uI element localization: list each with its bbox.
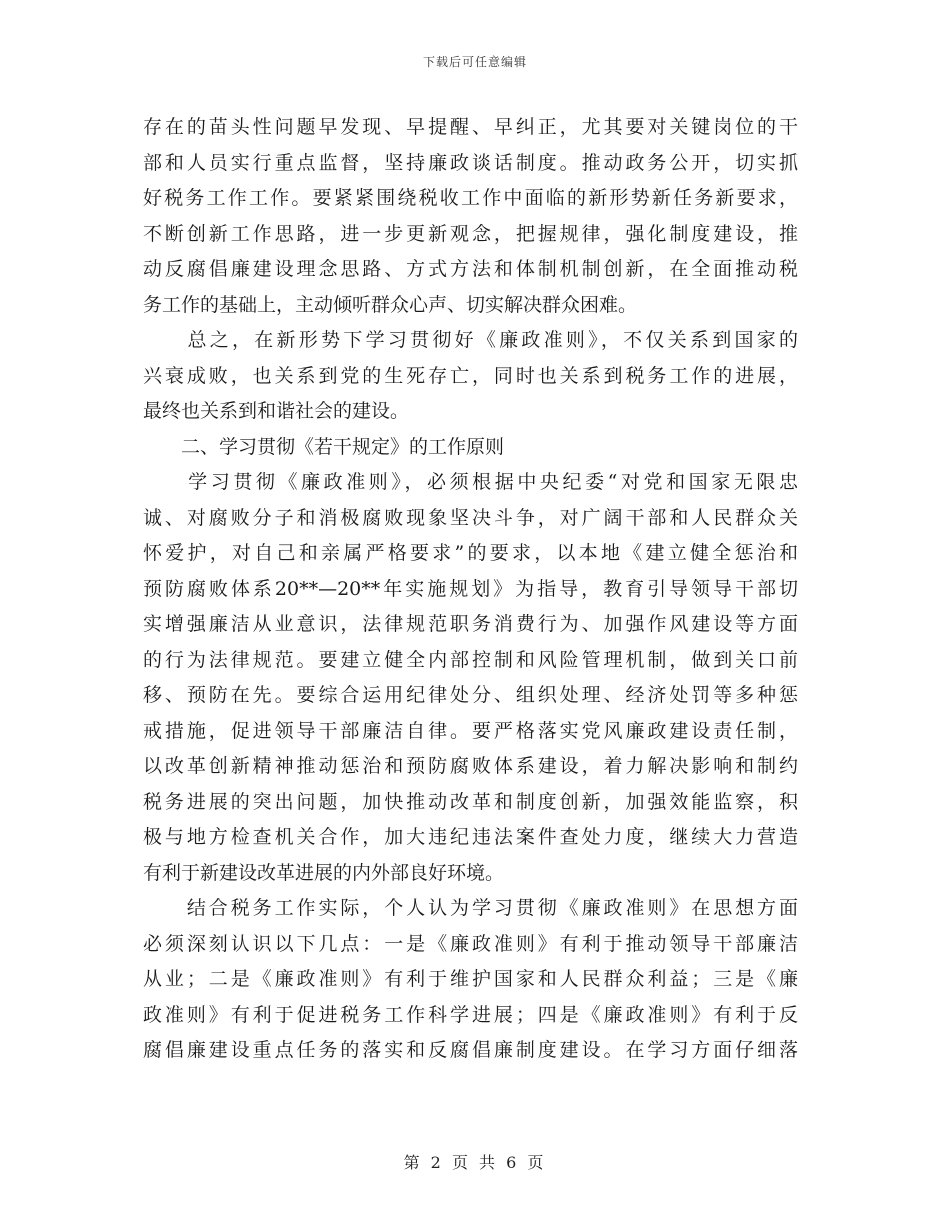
text-line: 移、预防在先。要综合运用纪律处分、组织处理、经济处罚等多种惩 [143,684,798,706]
text-line: 的行为法律规范。要建立健全内部控制和风险管理机制，做到关口前 [143,648,798,671]
text-line: 学习贯彻《廉政准则》，必须根据中央纪委“对党和国家无限忠 [143,471,798,493]
page-number: 第 2 页 共 6 页 [403,1153,547,1172]
text-line: 政准则》有利于促进税务工作科学进展；四是《廉政准则》有利于反 [143,1003,798,1026]
page-header: 下载后可任意编辑 [422,55,527,69]
document-body [143,110,798,1069]
text-line: 税务进展的突出问题，加快推动改革和制度创新，加强效能监察，积 [143,790,798,813]
text-line: 总之，在新形势下学习贯彻好《廉政准则》，不仅关系到国家的 [143,329,798,351]
text-line: 动反腐倡廉建设理念思路、方式方法和体制机制创新，在全面推动税 [143,258,798,280]
text-line: 实增强廉洁从业意识，法律规范职务消费行为、加强作风建设等方面 [143,613,798,635]
text-line: 部和人员实行重点监督，坚持廉政谈话制度。推动政务公开，切实抓 [143,151,798,174]
text-line: 怀爱护，对自己和亲属严格要求”的要求，以本地《建立健全惩治和 [143,542,798,564]
text-line: 以改革创新精神推动惩治和预防腐败体系建设，着力解决影响和制约 [143,755,798,777]
section-heading: 二、学习贯彻《若干规定》的工作原则 [143,435,505,458]
text-line: 腐倡廉建设重点任务的落实和反腐倡廉制度建设。在学习方面仔细落 [143,1039,798,1061]
text-line: 预防腐败体系20**—20**年实施规划》为指导，教育引导领导干部切 [143,577,798,600]
text-line: 有利于新建设改革进展的内外部良好环境。 [143,861,505,884]
text-line: 好税务工作工作。要紧紧围绕税收工作中面临的新形势新任务新要求， [143,187,798,209]
text-line: 务工作的基础上，主动倾听群众心声、切实解决群众困难。 [143,293,638,316]
text-line: 最终也关系到和谐社会的建设。 [143,400,410,422]
text-line: 极与地方检查机关合作，加大违纪违法案件查处力度，继续大力营造 [143,826,798,848]
text-line: 诚、对腐败分子和消极腐败现象坚决斗争，对广阔干部和人民群众关 [143,506,798,529]
text-line: 兴衰成败，也关系到党的生死存亡，同时也关系到税务工作的进展， [143,364,798,387]
text-line: 戒措施，促进领导干部廉洁自律。要严格落实党风廉政建设责任制， [143,719,798,742]
text-line: 存在的苗头性问题早发现、早提醒、早纠正，尤其要对关键岗位的干 [143,116,798,138]
text-line: 必须深刻认识以下几点：一是《廉政准则》有利于推动领导干部廉洁 [143,932,798,955]
text-line: 不断创新工作思路，进一步更新观念，把握规律，强化制度建设，推 [143,222,798,245]
text-line: 结合税务工作实际，个人认为学习贯彻《廉政准则》在思想方面 [143,897,798,919]
text-line: 从业；二是《廉政准则》有利于维护国家和人民群众利益；三是《廉 [143,968,798,990]
